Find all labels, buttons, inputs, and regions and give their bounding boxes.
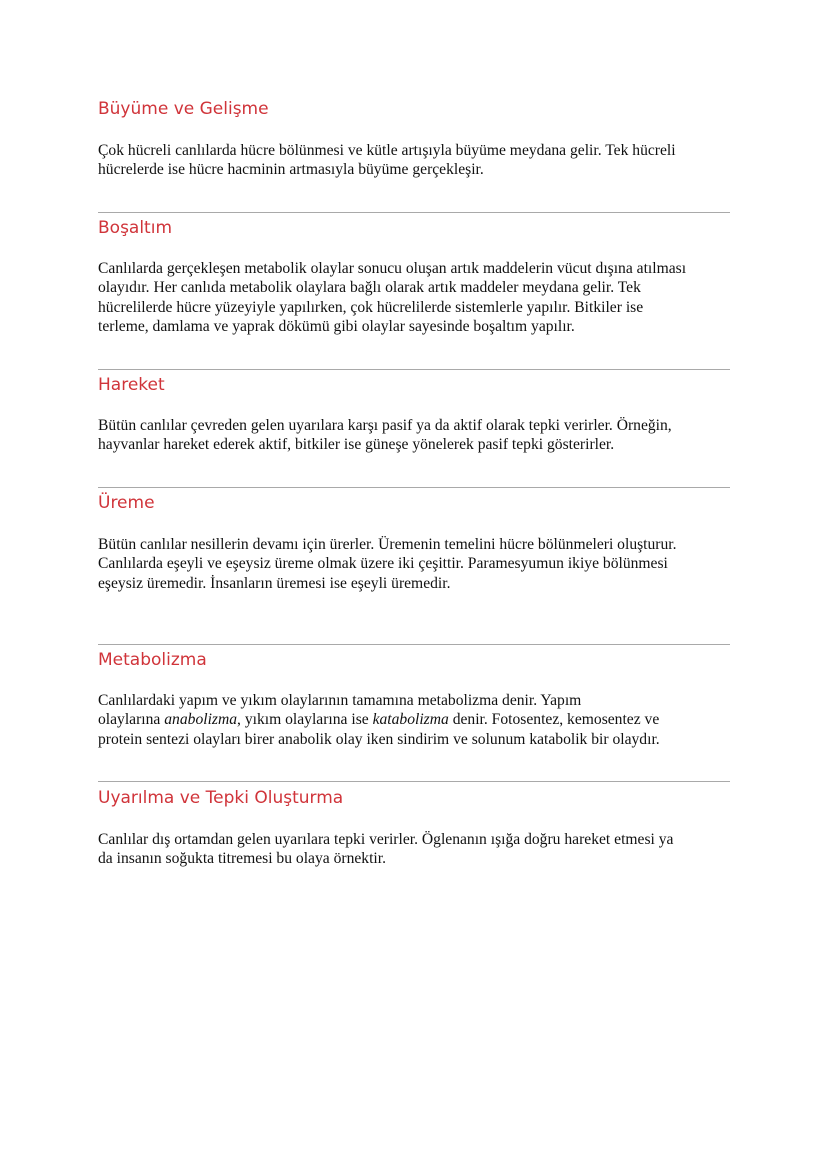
section-heading: Boşaltım (98, 218, 173, 238)
section-heading: Hareket (98, 375, 165, 395)
text-fragment: olaylarına (98, 711, 165, 729)
section-divider (98, 369, 730, 370)
section-paragraph (98, 691, 730, 749)
paragraph-line: olayıdır. Her canlıda metabolik olaylara bağlı olarak artık maddeler meydana gelir. Tek (98, 279, 641, 297)
text-fragment: , yıkım olaylarına ise (237, 711, 373, 729)
section-heading: Üreme (98, 493, 155, 513)
section-divider (98, 212, 730, 213)
paragraph-line: protein sentezi olayları birer anabolik olay iken sindirim ve solunum katabolik bir olaydır. (98, 730, 660, 748)
paragraph-line: Bütün canlılar nesillerin devamı için ürerler. Üremenin temelini hücre bölünmeleri oluşturur. (98, 536, 677, 553)
paragraph-line: Canlılarda gerçekleşen metabolik olaylar sonucu oluşan artık maddelerin vücut dışına atılması (98, 260, 687, 277)
paragraph-line: Canlılardaki yapım ve yıkım olaylarının tamamına metabolizma denir. Yapım (98, 692, 582, 709)
paragraph-line: hücrelilerde hücre yüzeyiyle yapılırken, çok hücrelilerde sistemlerle yapılır. Bitkiler ise (98, 298, 644, 316)
section-heading: Metabolizma (98, 650, 207, 670)
section-divider (98, 487, 730, 488)
section-heading: Uyarılma ve Tepki Oluşturma (98, 788, 344, 808)
term-katabolizma: katabolizma (372, 711, 449, 729)
paragraph-line: Canlılarda eşeyli ve eşeysiz üreme olmak üzere iki çeşittir. Paramesyumun ikiye bölünmesi (98, 555, 668, 573)
term-anabolizma: anabolizma (164, 711, 238, 729)
section-paragraph (98, 259, 730, 337)
paragraph-line: da insanın soğukta titremesi bu olaya örnektir. (98, 850, 386, 868)
text-fragment: denir. Fotosentez, kemosentez ve (448, 711, 660, 729)
section-paragraph (98, 535, 730, 593)
paragraph-line: hayvanlar hareket ederek aktif, bitkiler ise güneşe yönelerek pasif tepki gösterirler. (98, 436, 615, 454)
paragraph-line (98, 710, 730, 729)
section-paragraph (98, 830, 730, 869)
paragraph-line: Çok hücreli canlılarda hücre bölünmesi ve kütle artışıyla büyüme meydana gelir. Tek hücreli (98, 142, 676, 159)
paragraph-line: Bütün canlılar çevreden gelen uyarılara karşı pasif ya da aktif olarak tepki verirler. Örneğin, (98, 417, 672, 434)
paragraph-line: Canlılar dış ortamdan gelen uyarılara tepki verirler. Öglenanın ışığa doğru hareket etmesi ya (98, 831, 674, 848)
section-paragraph (98, 141, 730, 180)
section-divider (98, 781, 730, 782)
paragraph-line: hücrelerde ise hücre hacminin artmasıyla büyüme gerçekleşir. (98, 161, 484, 179)
section-heading: Büyüme ve Gelişme (98, 99, 269, 119)
paragraph-line: terleme, damlama ve yaprak dökümü gibi olaylar sayesinde boşaltım yapılır. (98, 318, 575, 336)
section-divider (98, 644, 730, 645)
section-paragraph (98, 416, 730, 455)
paragraph-line: eşeysiz üremedir. İnsanların üremesi ise eşeyli üremedir. (98, 574, 451, 592)
